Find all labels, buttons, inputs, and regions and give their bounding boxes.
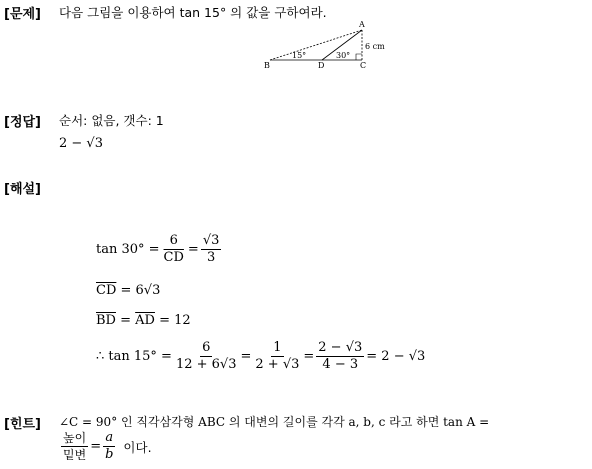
solution-eq2 bbox=[96, 283, 160, 298]
hint-frac2-num: a bbox=[105, 430, 114, 445]
hint-equals: = bbox=[90, 439, 102, 454]
answer-line1: 순서: 없음, 갯수: 1 bbox=[59, 113, 164, 128]
hint-frac bbox=[61, 431, 88, 462]
eq4-frac2-num: 1 bbox=[273, 340, 282, 355]
eq4-frac2 bbox=[253, 341, 301, 372]
eq4-frac3 bbox=[316, 341, 364, 372]
hint-line1: ∠C = 90° 인 직각삼각형 ABC 의 대변의 길이를 각각 a, b, c 라고 하면 tan A = bbox=[59, 415, 490, 429]
label-b: B bbox=[264, 61, 270, 70]
problem-tag: [문제] bbox=[4, 7, 41, 22]
hint-tail: 이다. bbox=[123, 439, 152, 455]
hint-frac-num: 높이 bbox=[63, 431, 87, 445]
solution-eq4 bbox=[96, 341, 425, 372]
label-side-ac: 6 cm bbox=[365, 42, 385, 51]
solution-eq1 bbox=[96, 234, 223, 265]
label-angle-b: 15° bbox=[292, 51, 307, 60]
eq3-rhs: = 12 bbox=[154, 313, 191, 328]
hint-frac2-den: b bbox=[105, 447, 114, 462]
solution-tag: [해설] bbox=[4, 182, 41, 197]
eq3-segment-ad: $\overline{AD}$ bbox=[135, 313, 155, 328]
eq2-segment: $\overline{CD}$ bbox=[96, 283, 117, 298]
eq4-frac1-num: 6 bbox=[202, 340, 211, 355]
eq4-frac3-num: 2 − √3 bbox=[318, 340, 363, 355]
eq1-lhs: tan 30° = bbox=[96, 242, 160, 257]
eq4-equals-1: = bbox=[240, 349, 252, 364]
problem-text: 다음 그림을 이용하여 tan 15° 의 값을 구하여라. bbox=[59, 5, 327, 20]
eq4-equals-2: = bbox=[303, 349, 315, 364]
eq3-mid: = bbox=[115, 313, 136, 328]
hint-frac2 bbox=[103, 431, 115, 462]
eq4-frac2-den: 2 + √3 bbox=[255, 357, 300, 372]
hint-line2 bbox=[59, 431, 152, 462]
solution-eq3 bbox=[96, 313, 191, 328]
eq1-equals: = bbox=[187, 242, 199, 257]
eq1-frac1 bbox=[162, 234, 186, 265]
eq1-frac2 bbox=[201, 234, 222, 265]
answer-tag: [정답] bbox=[4, 115, 41, 130]
eq4-frac3-den: 4 − 3 bbox=[322, 357, 359, 372]
eq1-frac2-den: 3 bbox=[206, 250, 216, 265]
label-c: C bbox=[360, 61, 367, 70]
hint-tag: [힌트] bbox=[4, 417, 41, 432]
eq1-frac1-den: CD bbox=[163, 250, 184, 265]
eq4-lhs: ∴ tan 15° = bbox=[96, 349, 172, 364]
eq2-rhs: = 6√3 bbox=[116, 283, 161, 298]
eq1-frac1-num: 6 bbox=[169, 233, 178, 248]
label-a: A bbox=[359, 20, 365, 29]
eq3-segment-bd: $\overline{BD}$ bbox=[96, 313, 116, 328]
label-d: D bbox=[318, 61, 325, 70]
eq4-frac1 bbox=[174, 341, 239, 372]
right-angle-mark bbox=[356, 54, 362, 60]
eq1-frac2-num: √3 bbox=[202, 233, 220, 248]
answer-value: 2 − √3 bbox=[59, 136, 103, 151]
eq4-frac1-den: 12 + 6√3 bbox=[175, 357, 237, 372]
triangle-figure bbox=[262, 18, 394, 72]
hint-frac-den: 밑변 bbox=[63, 448, 87, 462]
label-angle-d: 30° bbox=[336, 51, 351, 60]
eq4-rhs: = 2 − √3 bbox=[366, 349, 426, 364]
